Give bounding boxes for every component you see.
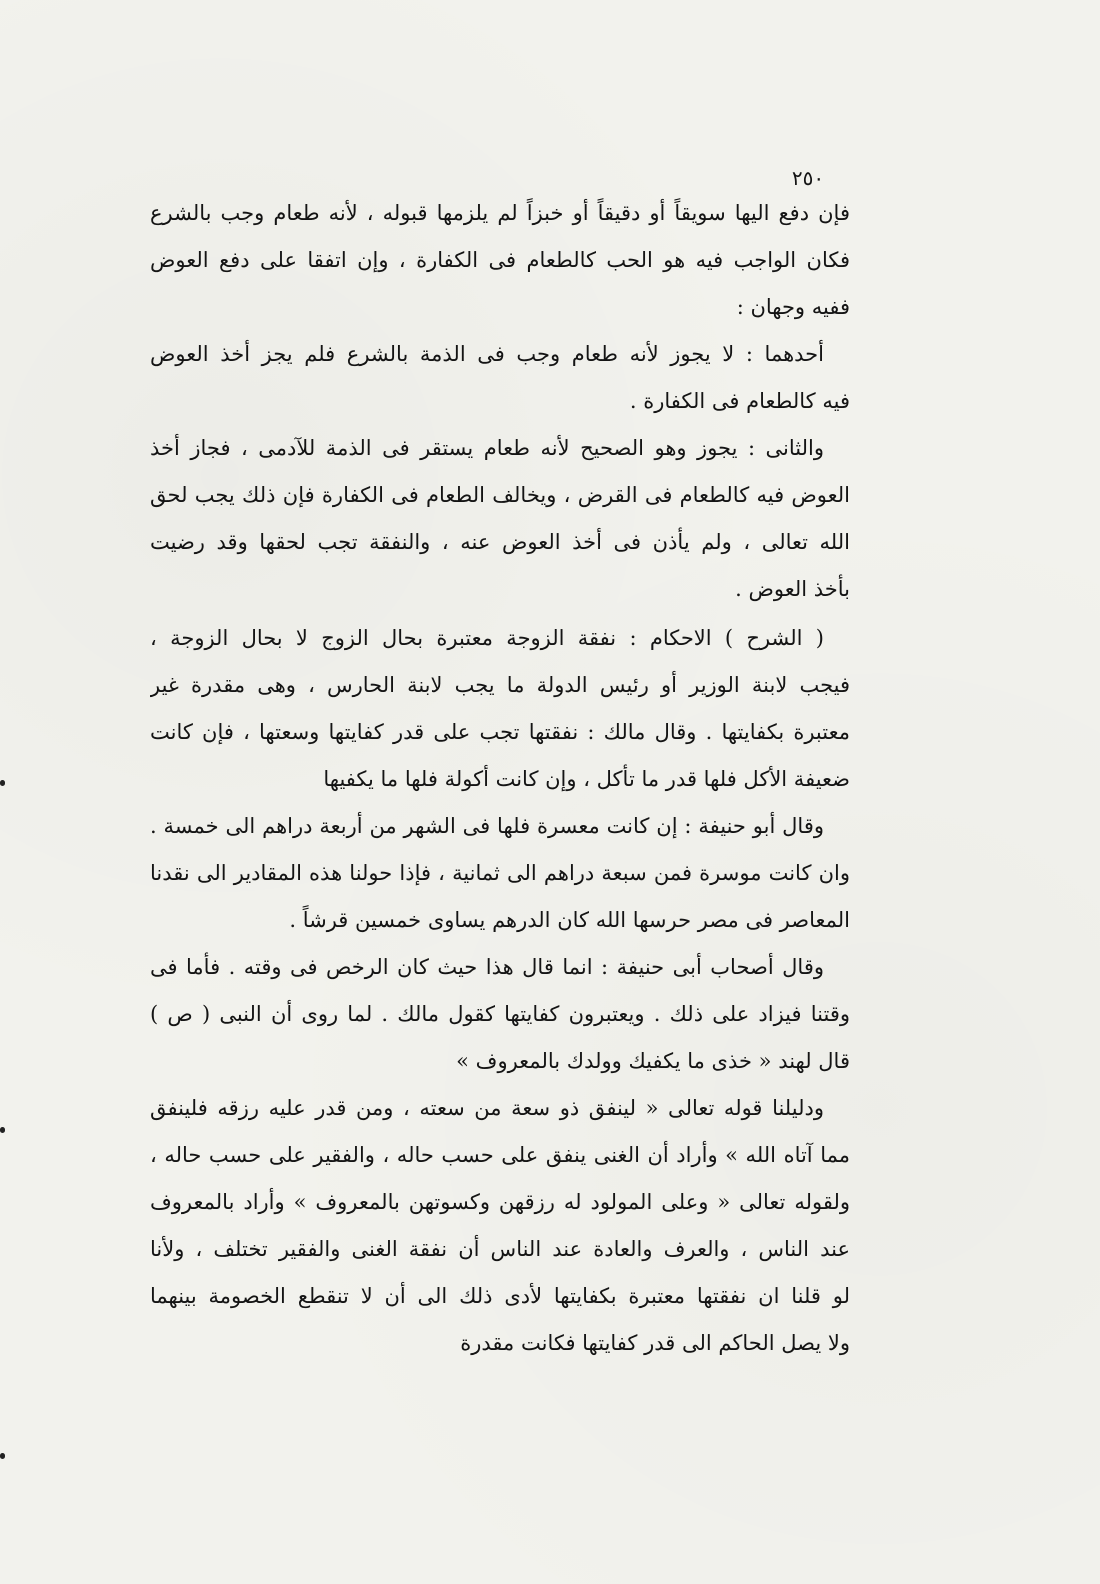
page-number: ٢٥٠ bbox=[791, 166, 825, 190]
paragraph-1 bbox=[150, 190, 850, 331]
text-line: وقال أبو حنيفة : إن كانت معسرة فلها فى الشهر من أربعة دراهم الى خمسة . bbox=[150, 814, 824, 838]
text-line: وان كانت موسرة فمن سبعة دراهم الى ثمانية ، فإذا حولنا هذه المقادير الى نقدنا bbox=[150, 861, 850, 885]
text-line: المعاصر فى مصر حرسها الله كان الدرهم يساوى خمسين قرشاً . bbox=[289, 908, 850, 932]
text-block-upper bbox=[150, 190, 850, 613]
text-line: فيجب لابنة الوزير أو رئيس الدولة ما يجب لابنة الحارس ، وهى مقدرة غير bbox=[150, 673, 850, 697]
text-line: عند الناس ، والعرف والعادة عند الناس أن نفقة الغنى والفقير تختلف ، ولأنا bbox=[150, 1237, 850, 1261]
text-line: وقال أصحاب أبى حنيفة : انما قال هذا حيث كان الرخص فى وقته . فأما فى bbox=[150, 955, 824, 979]
scan-mark bbox=[0, 780, 5, 786]
text-line: وقتنا فيزاد على ذلك . ويعتبرون كفايتها كقول مالك . لما روى أن النبى ( ص ) bbox=[150, 1002, 850, 1026]
text-line: ولا يصل الحاكم الى قدر كفايتها فكانت مقدرة bbox=[460, 1331, 850, 1355]
paragraph-2 bbox=[150, 331, 850, 425]
text-line: العوض فيه كالطعام فى القرض ، ويخالف الطعام فى الكفارة فإن ذلك يجب لحق bbox=[150, 483, 850, 507]
text-line: ضعيفة الأكل فلها قدر ما تأكل ، وإن كانت أكولة فلها ما يكفيها bbox=[323, 767, 850, 791]
text-line: الله تعالى ، ولم يأذن فى أخذ العوض عنه ، والنفقة تجب لحقها وقد رضيت bbox=[150, 530, 850, 554]
paragraph-3 bbox=[150, 425, 850, 613]
text-line: فإن دفع اليها سويقاً أو دقيقاً أو خبزاً لم يلزمها قبوله ، لأنه طعام وجب بالشرع bbox=[150, 201, 850, 225]
scan-mark bbox=[0, 1127, 5, 1133]
text-block-commentary bbox=[150, 615, 850, 1367]
text-line: ففيه وجهان : bbox=[736, 295, 850, 319]
scan-mark bbox=[0, 1453, 5, 1459]
text-line: ( الشرح ) الاحكام : نفقة الزوجة معتبرة بحال الزوج لا بحال الزوجة ، bbox=[150, 626, 824, 650]
text-line: فكان الواجب فيه هو الحب كالطعام فى الكفارة ، وإن اتفقا على دفع العوض bbox=[150, 248, 850, 272]
text-line: ودليلنا قوله تعالى « لينفق ذو سعة من سعته ، ومن قدر عليه رزقه فلينفق bbox=[150, 1096, 824, 1120]
text-line: والثانى : يجوز وهو الصحيح لأنه طعام يستقر فى الذمة للآدمى ، فجاز أخذ bbox=[150, 436, 824, 460]
text-line: قال لهند « خذى ما يكفيك وولدك بالمعروف » bbox=[456, 1049, 850, 1073]
text-line: مما آتاه الله » وأراد أن الغنى ينفق على حسب حاله ، والفقير على حسب حاله ، bbox=[150, 1143, 850, 1167]
text-line: لو قلنا ان نفقتها معتبرة بكفايتها لأدى ذلك الى أن لا تنقطع الخصومة بينهما bbox=[150, 1284, 850, 1308]
text-line: ولقوله تعالى « وعلى المولود له رزقهن وكسوتهن بالمعروف » وأراد بالمعروف bbox=[150, 1190, 850, 1214]
text-line: معتبرة بكفايتها . وقال مالك : نفقتها تجب على قدر كفايتها وسعتها ، فإن كانت bbox=[150, 720, 850, 744]
paragraph-4 bbox=[150, 615, 850, 803]
paragraph-5 bbox=[150, 803, 850, 944]
text-line: أحدهما : لا يجوز لأنه طعام وجب فى الذمة بالشرع فلم يجز أخذ العوض bbox=[150, 342, 824, 366]
text-line: فيه كالطعام فى الكفارة . bbox=[629, 389, 850, 413]
paragraph-6 bbox=[150, 944, 850, 1085]
text-line: بأخذ العوض . bbox=[735, 577, 850, 601]
paragraph-7 bbox=[150, 1085, 850, 1367]
